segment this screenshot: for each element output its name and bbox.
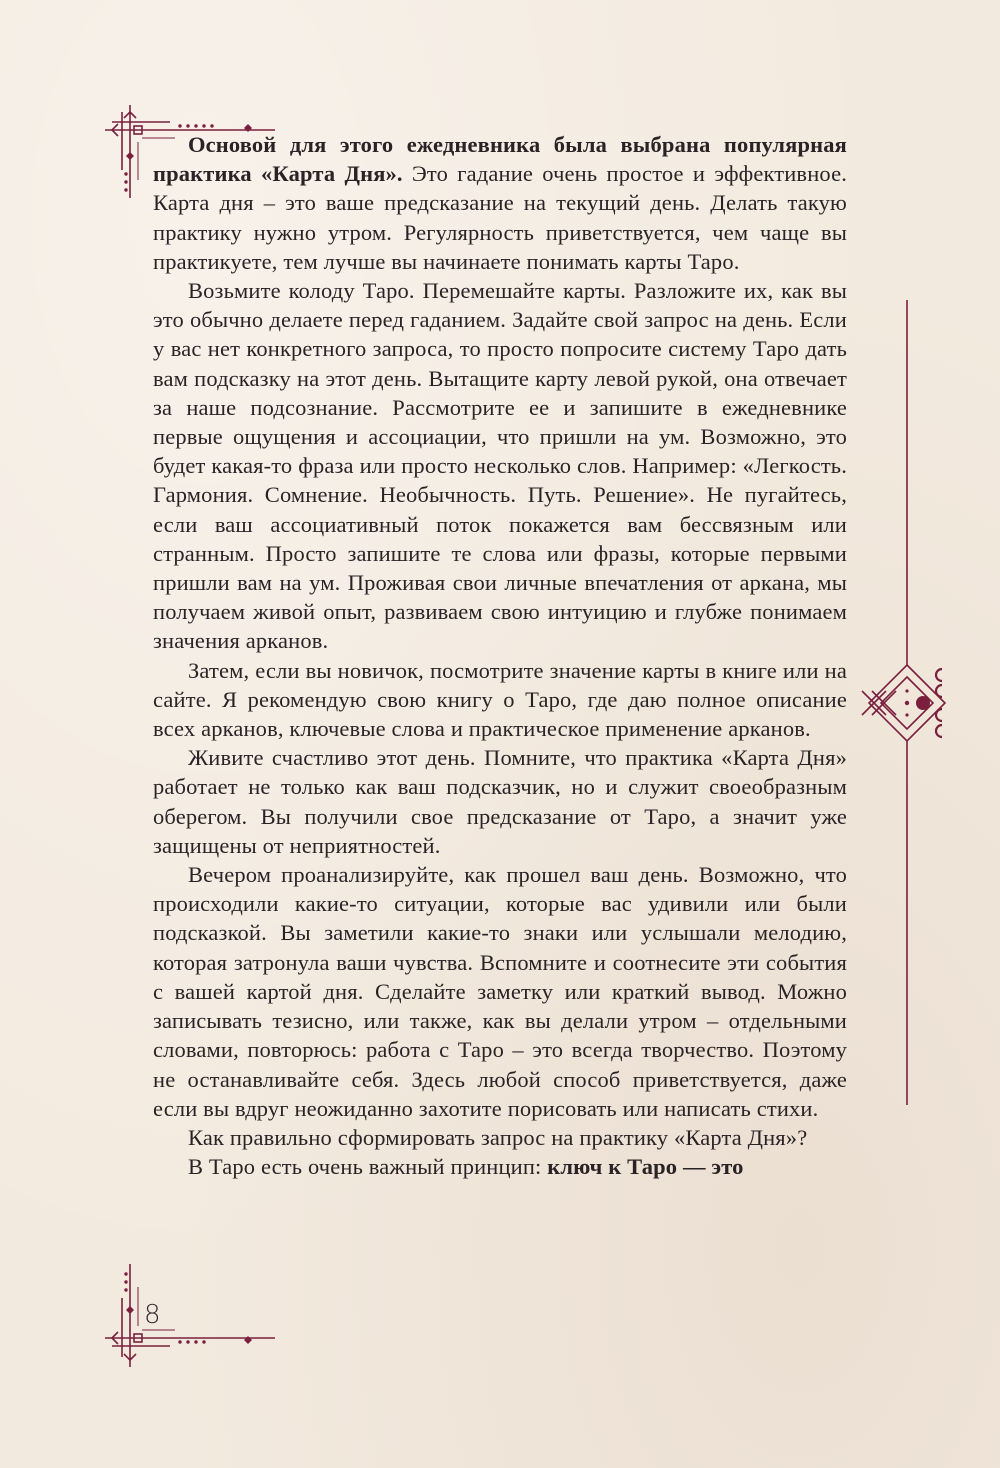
right-margin-ornament-icon — [860, 295, 960, 1110]
paragraph-1 — [153, 130, 847, 276]
paragraph-7-text: В Таро есть очень важный принцип: — [188, 1154, 548, 1180]
paragraph-7-bold-tail: ключ к Таро — это — [547, 1154, 744, 1180]
corner-ornament-bottom-left-icon — [100, 1262, 280, 1372]
paragraph-2: Возьмите колоду Таро. Перемешайте карты. Разложите их, как вы это обычно делаете перед гаданием. Задайте свой запрос на день. Если у вас нет конкретного запроса, то просто попросите систему Таро дать вам подсказку на этот день. Вытащите карту левой рукой, она отвечает за наше подсознание. Рассмотрите ее и запишите в ежедневнике первые ощущения и ассоциации, что пришли на ум. Возможно, это будет какая-то фраза или просто несколько слов. Например: «Легкость. Гармония. Сомнение. Необычность. Путь. Решение». Не пугайтесь, если ваш ассоциативный поток покажется вам бессвязным или странным. Просто запишите те слова или фразы, которые первыми пришли вам на ум. Проживая свои личные впечатления от аркана, мы получаем живой опыт, развиваем свою интуицию и глубже понимаем значения арканов. — [153, 278, 847, 654]
paragraph-5: Вечером проанализируйте, как прошел ваш день. Возможно, что происходили какие-то ситуации, которые вас удивили или были подсказкой. Вы заметили какие-то знаки или услышали мелодию, которая затронула ваши чувства. Вспомните и соотнесите эти события с вашей картой дня. Сделайте заметку или краткий вывод. Можно записывать тезисно, или также, как вы делали утром – отдельными словами, повторюсь: работа с Таро – это всегда творчество. Поэтому не останавливайте себя. Здесь любой способ приветствуется, даже если вы вдруг неожиданно захотите порисовать или написать стихи. — [153, 862, 847, 1121]
paragraph-4: Живите счастливо этот день. Помните, что практика «Карта Дня» работает не только как ваш подсказчик, но и служит своеобразным оберегом. Вы получили свое предсказание от Таро, а значит уже защищены от неприятностей. — [153, 745, 847, 858]
paragraph-6: Как правильно сформировать запрос на практику «Карта Дня»? — [188, 1124, 808, 1150]
paragraph-3: Затем, если вы новичок, посмотрите значение карты в книге или на сайте. Я рекомендую свою книгу о Таро, где даю полное описание всех арканов, ключевые слова и практическое применение арканов. — [153, 657, 847, 742]
paragraph-7 — [153, 1152, 847, 1181]
paragraph-1-text: Это гадание очень простое и эффективное. Карта дня – это ваше предсказание на текущий день. Делать такую практику нужно утром. Регулярность приветствуется, чем чаще вы практикуете, тем лучше вы начинаете понимать карты Таро. — [153, 161, 847, 274]
page-number: 8 — [144, 1300, 161, 1330]
paragraph-1-bold-lead: Основой для этого ежедневника была выбрана популярная практика «Карта Дня». — [153, 132, 847, 187]
body-text — [153, 130, 847, 1181]
